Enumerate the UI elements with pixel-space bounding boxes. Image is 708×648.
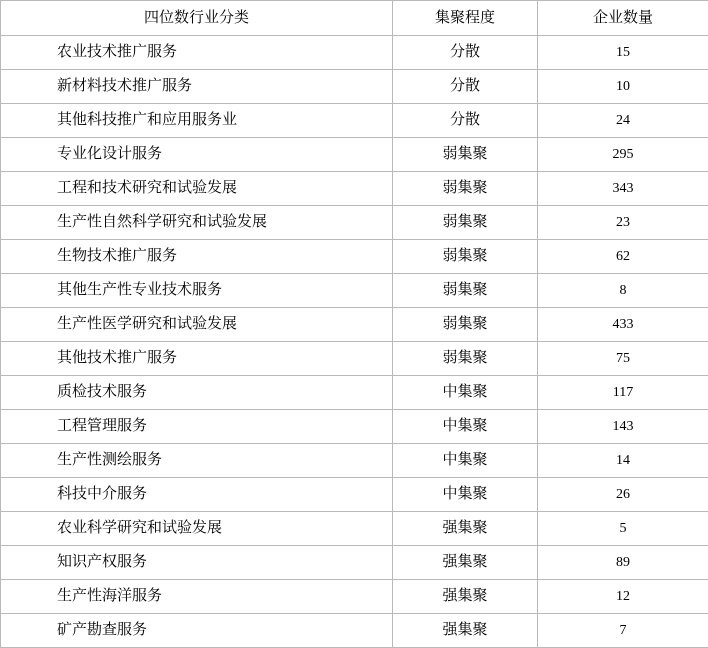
cell-cluster-level: 弱集聚 [393,138,538,172]
cell-cluster-level: 弱集聚 [393,342,538,376]
cell-enterprise-count: 433 [538,308,708,342]
cell-enterprise-count: 23 [538,206,708,240]
table-row [1,614,708,648]
cell-industry-name: 知识产权服务 [1,546,393,580]
column-header-industry: 四位数行业分类 [1,1,393,36]
table-row [1,104,708,138]
cell-industry-name: 农业科学研究和试验发展 [1,512,393,546]
table-row [1,546,708,580]
cell-industry-name: 质检技术服务 [1,376,393,410]
cell-industry-name: 农业技术推广服务 [1,36,393,70]
table-row [1,240,708,274]
cell-industry-name: 其他技术推广服务 [1,342,393,376]
cell-industry-name: 生产性海洋服务 [1,580,393,614]
table-header [1,1,708,36]
cell-cluster-level: 中集聚 [393,410,538,444]
cell-cluster-level: 分散 [393,104,538,138]
table-row [1,172,708,206]
cell-industry-name: 其他科技推广和应用服务业 [1,104,393,138]
cell-industry-name: 新材料技术推广服务 [1,70,393,104]
cell-cluster-level: 分散 [393,36,538,70]
cell-cluster-level: 弱集聚 [393,274,538,308]
cell-industry-name: 其他生产性专业技术服务 [1,274,393,308]
cell-cluster-level: 弱集聚 [393,172,538,206]
cell-cluster-level: 分散 [393,70,538,104]
table-row [1,478,708,512]
cell-enterprise-count: 295 [538,138,708,172]
column-header-enterprise-count: 企业数量 [538,1,708,36]
table-row [1,410,708,444]
table-row [1,342,708,376]
cell-cluster-level: 弱集聚 [393,206,538,240]
cell-cluster-level: 强集聚 [393,546,538,580]
cell-enterprise-count: 24 [538,104,708,138]
cell-industry-name: 生产性自然科学研究和试验发展 [1,206,393,240]
table-row [1,206,708,240]
cell-enterprise-count: 89 [538,546,708,580]
cell-industry-name: 生产性医学研究和试验发展 [1,308,393,342]
cell-enterprise-count: 10 [538,70,708,104]
cell-industry-name: 生物技术推广服务 [1,240,393,274]
cell-industry-name: 矿产勘查服务 [1,614,393,648]
cell-cluster-level: 弱集聚 [393,308,538,342]
cell-industry-name: 工程和技术研究和试验发展 [1,172,393,206]
table-row [1,308,708,342]
cell-cluster-level: 中集聚 [393,444,538,478]
cell-enterprise-count: 75 [538,342,708,376]
table-row [1,580,708,614]
cell-industry-name: 专业化设计服务 [1,138,393,172]
table-row [1,36,708,70]
table-row [1,70,708,104]
cell-cluster-level: 强集聚 [393,614,538,648]
cell-enterprise-count: 7 [538,614,708,648]
cell-enterprise-count: 12 [538,580,708,614]
table-row [1,376,708,410]
table-body [1,36,708,648]
cell-enterprise-count: 5 [538,512,708,546]
cell-cluster-level: 中集聚 [393,376,538,410]
cell-enterprise-count: 343 [538,172,708,206]
cell-industry-name: 科技中介服务 [1,478,393,512]
table-row [1,444,708,478]
cell-enterprise-count: 117 [538,376,708,410]
table-row [1,512,708,546]
cell-enterprise-count: 8 [538,274,708,308]
cell-enterprise-count: 15 [538,36,708,70]
cell-enterprise-count: 62 [538,240,708,274]
cell-industry-name: 生产性测绘服务 [1,444,393,478]
cell-cluster-level: 弱集聚 [393,240,538,274]
cell-enterprise-count: 143 [538,410,708,444]
cell-cluster-level: 中集聚 [393,478,538,512]
cell-cluster-level: 强集聚 [393,580,538,614]
cell-industry-name: 工程管理服务 [1,410,393,444]
cell-enterprise-count: 26 [538,478,708,512]
cell-enterprise-count: 14 [538,444,708,478]
table-row [1,274,708,308]
column-header-cluster-level: 集聚程度 [393,1,538,36]
cell-cluster-level: 强集聚 [393,512,538,546]
table-row [1,138,708,172]
table-header-row [1,1,708,36]
